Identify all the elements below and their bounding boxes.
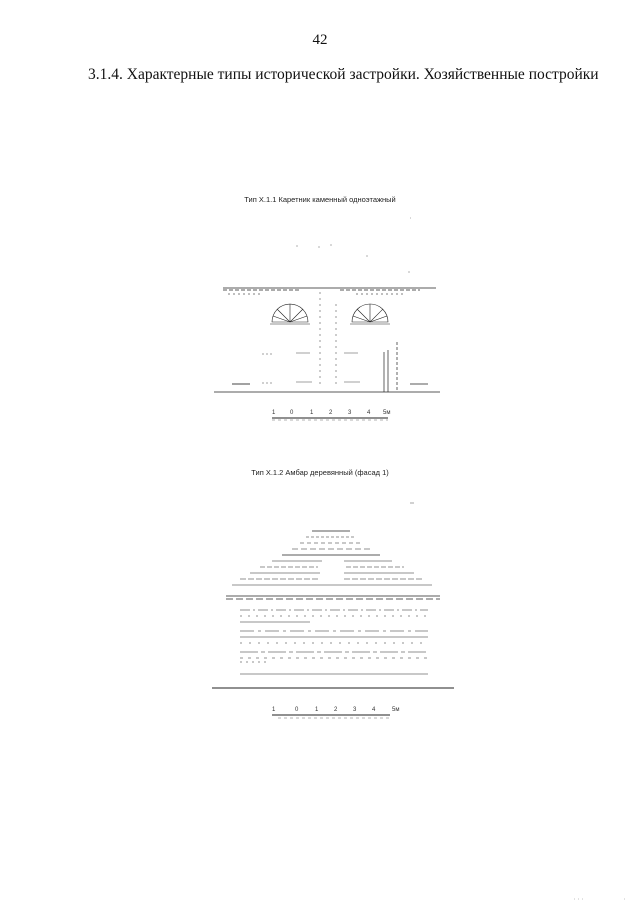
eave-band (226, 596, 440, 599)
scale-2-tick: 4 (372, 707, 376, 713)
page-number: 42 (312, 32, 328, 48)
scale-bar-2 (272, 707, 399, 718)
figure-2-caption: Тип Х.1.2 Амбар деревянный (фасад 1) (251, 468, 389, 477)
construction-marks (296, 218, 411, 272)
cornice (223, 288, 436, 294)
figure-1-drawing (214, 218, 440, 392)
door-marks (232, 353, 360, 384)
fan-window-left (270, 304, 310, 324)
section-heading: 3.1.4. Характерные типы исторической застройки. Хозяйственные постройки (88, 66, 599, 83)
scale-2-tick: 1 (272, 707, 276, 713)
scale-2-unit: 5м (392, 707, 400, 713)
scale-1-unit: 5м (383, 410, 391, 416)
roof-courses (232, 531, 432, 585)
scale-1-tick: 0 (290, 410, 294, 416)
scale-1-tick: 1 (272, 410, 276, 416)
fan-window-right (350, 304, 390, 324)
scale-2-tick: 0 (295, 707, 299, 713)
scale-1-tick: 4 (367, 410, 371, 416)
figure-1-caption: Тип Х.1.1 Каретник каменный одноэтажный (244, 195, 396, 204)
gate (384, 342, 428, 392)
scale-2-tick: 3 (353, 707, 357, 713)
scale-bar-1 (272, 410, 390, 420)
pilasters (320, 292, 336, 384)
figure-2-drawing (212, 503, 454, 688)
scale-1-tick: 2 (329, 410, 333, 416)
scale-2-tick: 1 (315, 707, 319, 713)
scale-2-tick: 2 (334, 707, 338, 713)
wall-courses (240, 610, 428, 674)
scale-1-tick: 1 (310, 410, 314, 416)
scale-1-tick: 3 (348, 410, 352, 416)
